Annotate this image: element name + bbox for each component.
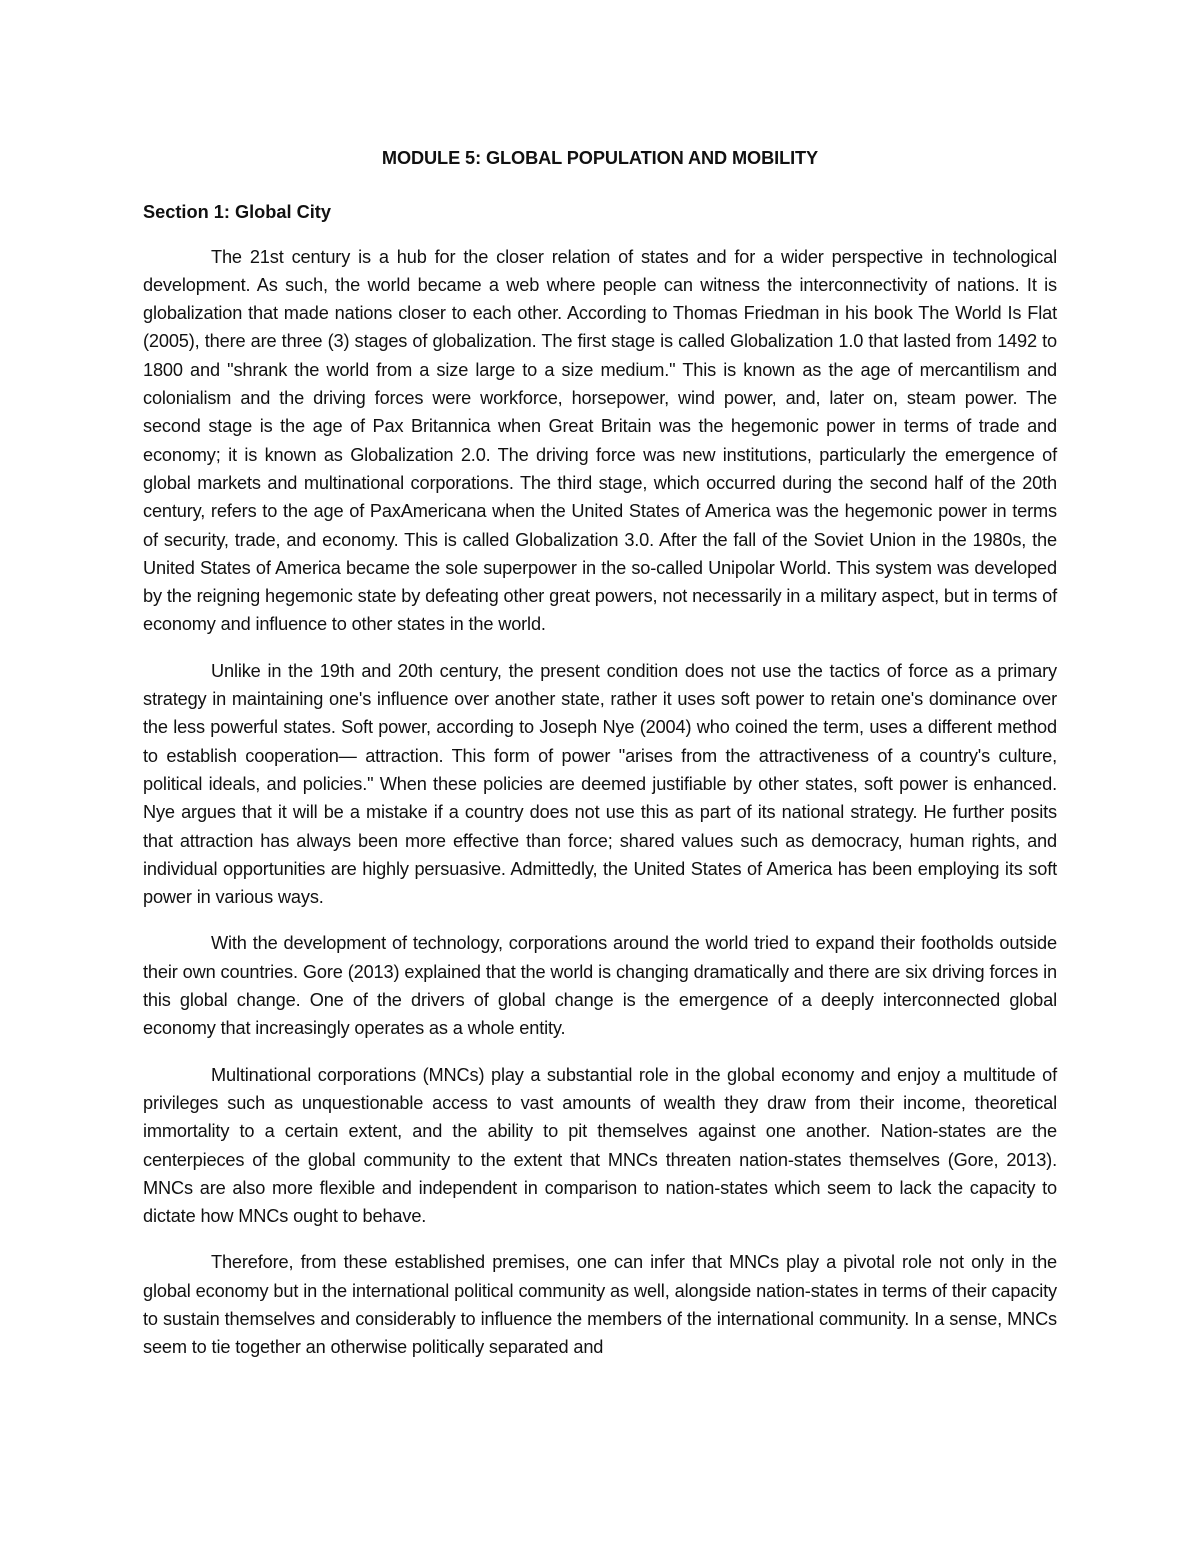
paragraph-multinational-corporations: Multinational corporations (MNCs) play a substantial role in the global economy and enjoy a multitude of privileges such as unquestionable access to vast amounts of wealth they draw from their income, theoretical immortality to a certain extent, and the ability to pit themselves against one another. Nation-states are the centerpieces of the global community to the extent that MNCs threaten nation-states themselves (Gore, 2013). MNCs are also more flexible and independent in comparison to nation-states which seem to lack the capacity to dictate how MNCs ought to behave. <box>143 1064 1057 1227</box>
page-title: MODULE 5: GLOBAL POPULATION AND MOBILITY <box>381 148 819 168</box>
paragraph-soft-power: Unlike in the 19th and 20th century, the present condition does not use the tactics of force as a primary strategy in maintaining one's influence over another state, rather it uses soft power to retain one's dominance over the less powerful states. Soft power, according to Joseph Nye (2004) who coined the term, uses a different method to establish cooperation— attraction. This form of power "arises from the attractiveness of a country's culture, political ideals, and policies." When these policies are deemed justifiable by other states, soft power is enhanced. Nye argues that it will be a mistake if a country does not use this as part of its national strategy. He further posits that attraction has always been more effective than force; shared values such as democracy, human rights, and individual opportunities are highly persuasive. Admittedly, the United States of America has been employing its soft power in various ways. <box>143 660 1057 908</box>
section-heading: Section 1: Global City <box>143 202 331 223</box>
paragraph-conclusion: Therefore, from these established premises, one can infer that MNCs play a pivotal role not only in the global economy but in the international political community as well, alongside nation-states in terms of their capacity to sustain themselves and considerably to influence the members of the international community. In a sense, MNCs seem to tie together an otherwise politically separated and <box>143 1252 1057 1358</box>
document-page <box>143 140 1057 1380</box>
paragraph-globalization-stages: The 21st century is a hub for the closer relation of states and for a wider perspective in technological development. As such, the world became a web where people can witness the interconnectivity of nations. It is globalization that made nations closer to each other. According to Thomas Friedman in his book The World Is Flat (2005), there are three (3) stages of globalization. The first stage is called Globalization 1.0 that lasted from 1492 to 1800 and "shrank the world from a size large to a size medium." This is known as the age of mercantilism and colonialism and the driving forces were workforce, horsepower, wind power, and, later on, steam power. The second stage is the age of Pax Britannica when Great Britain was the hegemonic power in terms of trade and economy; it is known as Globalization 2.0. The driving force was new institutions, particularly the emergence of global markets and multinational corporations. The third stage, which occurred during the second half of the 20th century, refers to the age of PaxAmericana when the United States of America was the hegemonic power in terms of security, trade, and economy. This is called Globalization 3.0. After the fall of the Soviet Union in the 1980s, the United States of America became the sole superpower in the so-called Unipolar World. This system was developed by the reigning hegemonic state by defeating other great powers, not necessarily in a military aspect, but in terms of economy and influence to other states in the world. <box>143 246 1057 635</box>
paragraph-technology-corporations: With the development of technology, corporations around the world tried to expand their footholds outside their own countries. Gore (2013) explained that the world is changing dramatically and there are six driving forces in this global change. One of the drivers of global change is the emergence of a deeply interconnected global economy that increasingly operates as a whole entity. <box>143 933 1057 1039</box>
